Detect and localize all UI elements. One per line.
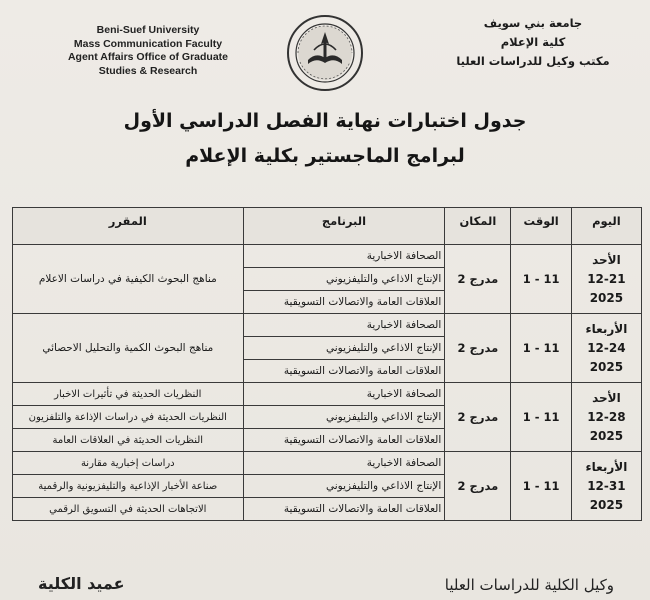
- exam-day-cell: [571, 245, 641, 314]
- program-cell: الإنتاج الاذاعي والتليفزيوني: [243, 337, 445, 360]
- program-cell: الصحافة الاخبارية: [243, 383, 445, 406]
- program-cell: الإنتاج الاذاعي والتليفزيوني: [243, 268, 445, 291]
- program-cell: الإنتاج الاذاعي والتليفزيوني: [243, 475, 445, 498]
- document-subtitle: لبرامج الماجستير بكلية الإعلام: [185, 145, 465, 167]
- day-year: 2025: [589, 359, 624, 374]
- day-name: الأربعاء: [585, 459, 628, 474]
- program-cell: الصحافة الاخبارية: [243, 452, 445, 475]
- header-time: الوقت: [511, 208, 571, 245]
- day-year: 2025: [589, 497, 624, 512]
- exam-time-cell: 11 - 1: [511, 452, 571, 521]
- table-header-row: [13, 208, 642, 245]
- day-date: 12-21: [587, 271, 626, 286]
- day-name: الأربعاء: [585, 321, 628, 336]
- program-cell: الصحافة الاخبارية: [243, 245, 445, 268]
- day-year: 2025: [589, 428, 624, 443]
- vice-dean-signature-label: وكيل الكلية للدراسات العليا: [444, 576, 614, 594]
- header-course: المقرر: [13, 208, 244, 245]
- day-name: الأحد: [592, 252, 621, 267]
- course-cell: النظريات الحديثة في العلاقات العامة: [13, 429, 244, 452]
- exam-time-cell: 11 - 1: [511, 314, 571, 383]
- program-cell: الصحافة الاخبارية: [243, 314, 445, 337]
- course-cell: الاتجاهات الحديثة في التسويق الرقمي: [13, 498, 244, 521]
- faculty-logo-seal: [286, 14, 364, 92]
- table-row: [13, 452, 642, 475]
- header-en-line: Beni-Suef University: [96, 24, 200, 36]
- university-header-english: [48, 24, 248, 78]
- header-en-line: Mass Communication Faculty: [73, 37, 223, 50]
- document-title: جدول اختبارات نهاية الفصل الدراسي الأول: [123, 110, 527, 132]
- course-cell: النظريات الحديثة في دراسات الإذاعة والتلفزيون: [13, 406, 244, 429]
- program-cell: العلاقات العامة والاتصالات التسويقية: [243, 429, 445, 452]
- course-cell: مناهج البحوث الكيفية في دراسات الاعلام: [13, 245, 244, 314]
- header-en-line: Studies & Research: [98, 64, 198, 77]
- header-en-line: Agent Affairs Office of Graduate: [67, 51, 229, 63]
- course-cell: النظريات الحديثة في تأثيرات الاخبار: [13, 383, 244, 406]
- exam-time-cell: 11 - 1: [511, 383, 571, 452]
- day-name: الأحد: [592, 390, 621, 405]
- exam-day-cell: [571, 452, 641, 521]
- header-ar-line: جامعة بني سويف: [483, 16, 583, 30]
- exam-place-cell: مدرج 2: [445, 314, 511, 383]
- course-cell: دراسات إخبارية مقارنة: [13, 452, 244, 475]
- program-cell: العلاقات العامة والاتصالات التسويقية: [243, 291, 445, 314]
- day-date: 12-24: [587, 340, 626, 355]
- day-year: 2025: [589, 290, 624, 305]
- exam-day-cell: [571, 314, 641, 383]
- course-cell: صناعة الأخبار الإذاعية والتليفزيونية والرقمية: [13, 475, 244, 498]
- exam-day-cell: [571, 383, 641, 452]
- table-row: [13, 245, 642, 268]
- exam-place-cell: مدرج 2: [445, 383, 511, 452]
- table-row: [13, 314, 642, 337]
- header-place: المكان: [445, 208, 511, 245]
- table-row: [13, 383, 642, 406]
- dean-signature-label: عميد الكلية: [38, 574, 125, 593]
- header-ar-line: كلية الإعلام: [500, 35, 566, 49]
- header-program: البرنامج: [243, 208, 445, 245]
- program-cell: الإنتاج الاذاعي والتليفزيوني: [243, 406, 445, 429]
- header-day: اليوم: [571, 208, 641, 245]
- course-cell: مناهج البحوث الكمية والتحليل الاحصائي: [13, 314, 244, 383]
- exam-place-cell: مدرج 2: [445, 452, 511, 521]
- day-date: 12-28: [587, 409, 626, 424]
- program-cell: العلاقات العامة والاتصالات التسويقية: [243, 360, 445, 383]
- program-cell: العلاقات العامة والاتصالات التسويقية: [243, 498, 445, 521]
- day-date: 12-31: [587, 478, 626, 493]
- exam-schedule-table: [12, 207, 642, 521]
- header-ar-line: مكتب وكيل للدراسات العليا: [456, 54, 610, 68]
- university-header-arabic: [428, 14, 638, 71]
- exam-place-cell: مدرج 2: [445, 245, 511, 314]
- exam-time-cell: 11 - 1: [511, 245, 571, 314]
